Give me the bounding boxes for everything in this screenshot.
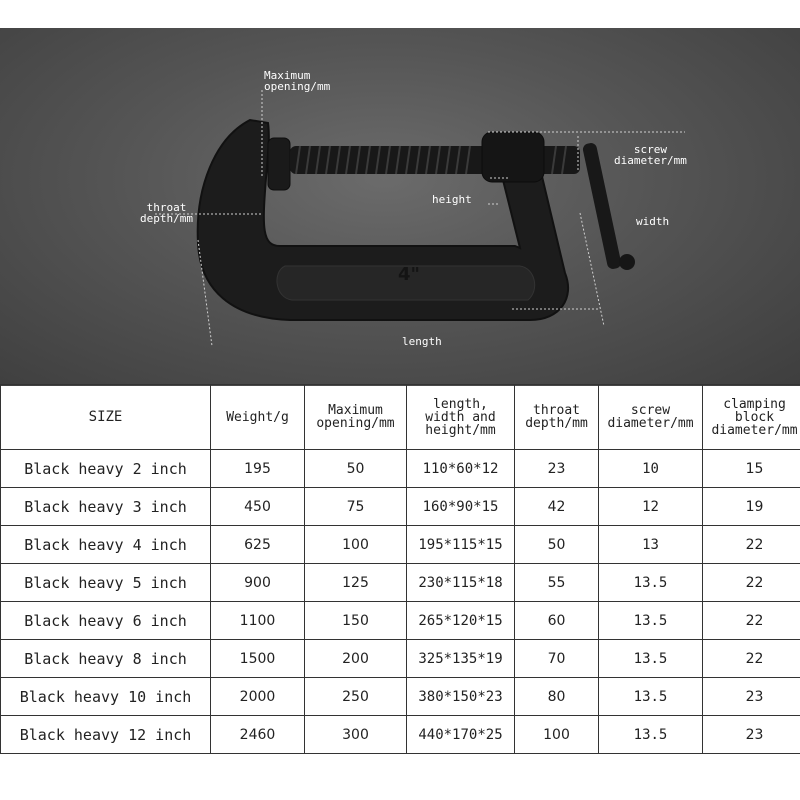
cell-dimensions: 110*60*12	[407, 450, 515, 488]
cell-screw-diameter: 12	[599, 488, 703, 526]
header-weight: Weight/g	[211, 385, 305, 450]
cell-size: Black heavy 6 inch	[1, 602, 211, 640]
cell-weight: 2460	[211, 716, 305, 754]
cell-max-opening: 200	[305, 640, 407, 678]
cell-clamping-block: 19	[703, 488, 800, 526]
cell-clamping-block: 15	[703, 450, 800, 488]
screw-boss	[482, 132, 544, 182]
table-header-row	[1, 385, 800, 450]
cell-throat-depth: 55	[515, 564, 599, 602]
cell-max-opening: 125	[305, 564, 407, 602]
cell-throat-depth: 70	[515, 640, 599, 678]
cell-throat-depth: 80	[515, 678, 599, 716]
cell-weight: 1100	[211, 602, 305, 640]
cell-screw-diameter: 13.5	[599, 602, 703, 640]
spec-table-wrapper	[0, 384, 800, 754]
cell-throat-depth: 50	[515, 526, 599, 564]
cell-weight: 1500	[211, 640, 305, 678]
label-length: length	[402, 335, 442, 348]
cell-screw-diameter: 13.5	[599, 564, 703, 602]
cell-screw-diameter: 13	[599, 526, 703, 564]
header-size: SIZE	[1, 385, 211, 450]
label-max-opening: Maximum opening/mm	[264, 69, 331, 93]
c-clamp-illustration	[0, 28, 800, 386]
cell-clamping-block: 22	[703, 564, 800, 602]
table-row	[1, 716, 800, 754]
cell-throat-depth: 60	[515, 602, 599, 640]
cell-screw-diameter: 13.5	[599, 678, 703, 716]
cell-size: Black heavy 2 inch	[1, 450, 211, 488]
table-row	[1, 640, 800, 678]
cell-weight: 195	[211, 450, 305, 488]
cell-weight: 625	[211, 526, 305, 564]
clamp-pad	[268, 138, 290, 190]
cell-weight: 2000	[211, 678, 305, 716]
cell-clamping-block: 23	[703, 678, 800, 716]
header-screw-diameter: screw diameter/mm	[599, 385, 703, 450]
header-max-opening: Maximum opening/mm	[305, 385, 407, 450]
cell-weight: 900	[211, 564, 305, 602]
cell-size: Black heavy 3 inch	[1, 488, 211, 526]
cell-max-opening: 100	[305, 526, 407, 564]
cell-dimensions: 440*170*25	[407, 716, 515, 754]
cell-screw-diameter: 13.5	[599, 716, 703, 754]
cell-clamping-block: 22	[703, 526, 800, 564]
cell-weight: 450	[211, 488, 305, 526]
product-photo	[0, 28, 800, 386]
size-mark: 4"	[398, 264, 420, 285]
cell-max-opening: 50	[305, 450, 407, 488]
cell-throat-depth: 42	[515, 488, 599, 526]
table-row	[1, 678, 800, 716]
cell-throat-depth: 23	[515, 450, 599, 488]
spec-table	[0, 384, 800, 754]
cell-max-opening: 300	[305, 716, 407, 754]
cell-dimensions: 230*115*18	[407, 564, 515, 602]
table-row	[1, 526, 800, 564]
cell-dimensions: 160*90*15	[407, 488, 515, 526]
cell-clamping-block: 23	[703, 716, 800, 754]
cell-screw-diameter: 10	[599, 450, 703, 488]
label-screw-diameter: screw diameter/mm	[614, 143, 687, 167]
cell-dimensions: 380*150*23	[407, 678, 515, 716]
cell-max-opening: 75	[305, 488, 407, 526]
table-row	[1, 488, 800, 526]
label-throat-depth: throat depth/mm	[140, 201, 193, 225]
label-width: width	[636, 215, 670, 228]
cell-dimensions: 195*115*15	[407, 526, 515, 564]
cell-dimensions: 265*120*15	[407, 602, 515, 640]
cell-screw-diameter: 13.5	[599, 640, 703, 678]
table-row	[1, 564, 800, 602]
cell-size: Black heavy 5 inch	[1, 564, 211, 602]
label-height: height	[432, 193, 472, 206]
cell-dimensions: 325*135*19	[407, 640, 515, 678]
cell-clamping-block: 22	[703, 640, 800, 678]
cell-throat-depth: 100	[515, 716, 599, 754]
cell-clamping-block: 22	[703, 602, 800, 640]
cell-size: Black heavy 8 inch	[1, 640, 211, 678]
header-dimensions: length, width and height/mm	[407, 385, 515, 450]
header-throat-depth: throat depth/mm	[515, 385, 599, 450]
cell-size: Black heavy 10 inch	[1, 678, 211, 716]
table-row	[1, 450, 800, 488]
cell-size: Black heavy 4 inch	[1, 526, 211, 564]
cell-size: Black heavy 12 inch	[1, 716, 211, 754]
table-row	[1, 602, 800, 640]
cell-max-opening: 150	[305, 602, 407, 640]
cell-max-opening: 250	[305, 678, 407, 716]
header-clamping-block: clamping block diameter/mm	[703, 385, 800, 450]
